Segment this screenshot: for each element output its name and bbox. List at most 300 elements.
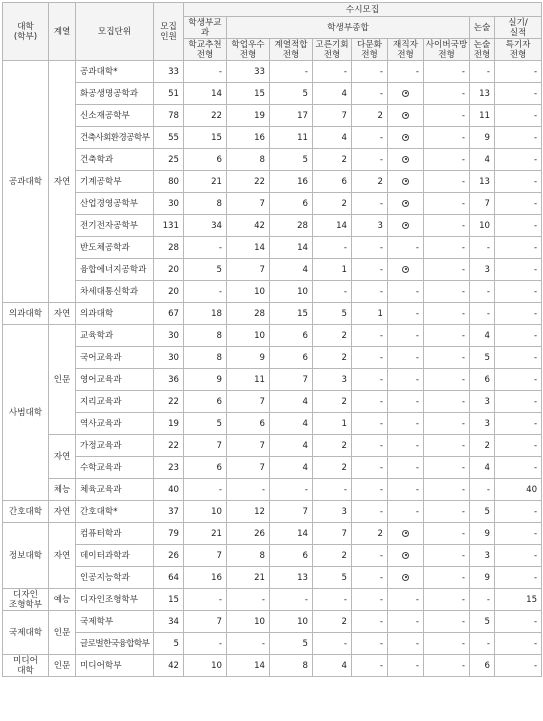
value-cell: 9 (184, 369, 227, 391)
quota-cell: 33 (154, 61, 184, 83)
value-cell: 8 (184, 325, 227, 347)
quota-cell: 28 (154, 237, 184, 259)
value-cell: 8 (270, 655, 313, 677)
table-row (3, 457, 542, 479)
unit-cell: 건축학과 (76, 149, 154, 171)
header-jonghap: 학생부종합 (227, 17, 470, 39)
value-cell: 7 (313, 523, 352, 545)
value-cell: 4 (313, 83, 352, 105)
value-cell: 4 (470, 149, 495, 171)
college-cell: 미디어 대학 (3, 655, 49, 677)
value-cell: 40 (495, 479, 542, 501)
value-cell: - (388, 413, 424, 435)
value-cell: - (424, 567, 470, 589)
value-cell: - (388, 457, 424, 479)
selected-radio-icon-cell (388, 545, 424, 567)
value-cell: 34 (184, 215, 227, 237)
value-cell: 2 (313, 391, 352, 413)
value-cell: - (184, 281, 227, 303)
value-cell: - (352, 391, 388, 413)
value-cell: - (352, 611, 388, 633)
table-row (3, 325, 542, 347)
header-silgi-label: 실기/ 실적 (508, 17, 528, 38)
value-cell: 4 (270, 259, 313, 281)
value-cell: - (352, 149, 388, 171)
value-cell: 6 (270, 325, 313, 347)
track-cell: 자연 (49, 61, 76, 303)
value-cell: - (227, 479, 270, 501)
table-row (3, 281, 542, 303)
value-cell: 3 (313, 369, 352, 391)
radio-selected-icon (402, 552, 409, 559)
table-row (3, 347, 542, 369)
quota-cell: 80 (154, 171, 184, 193)
table-row (3, 435, 542, 457)
value-cell: - (424, 369, 470, 391)
subheader-col: 사이버국방 전형 (424, 39, 470, 61)
unit-cell: 전기전자공학부 (76, 215, 154, 237)
value-cell: - (424, 413, 470, 435)
value-cell: - (424, 391, 470, 413)
track-cell: 자연 (49, 303, 76, 325)
table-row (3, 237, 542, 259)
value-cell: 5 (184, 259, 227, 281)
value-cell: 10 (270, 611, 313, 633)
unit-cell: 국제학부 (76, 611, 154, 633)
value-cell: - (313, 237, 352, 259)
value-cell: 2 (470, 435, 495, 457)
value-cell: - (470, 303, 495, 325)
value-cell: - (313, 61, 352, 83)
unit-cell: 공과대학* (76, 61, 154, 83)
value-cell: - (352, 127, 388, 149)
value-cell: 14 (313, 215, 352, 237)
unit-cell: 디자인조형학부 (76, 589, 154, 611)
table-row (3, 149, 542, 171)
value-cell: - (495, 611, 542, 633)
header-track: 계열 (49, 3, 76, 61)
unit-cell: 신소재공학부 (76, 105, 154, 127)
quota-cell: 34 (154, 611, 184, 633)
value-cell: 21 (184, 171, 227, 193)
value-cell: 7 (470, 193, 495, 215)
value-cell: - (270, 589, 313, 611)
value-cell: 2 (352, 171, 388, 193)
value-cell: 7 (227, 457, 270, 479)
value-cell: 12 (227, 501, 270, 523)
value-cell: - (495, 171, 542, 193)
college-cell: 디자인 조형학부 (3, 589, 49, 611)
value-cell: 2 (313, 149, 352, 171)
value-cell: - (352, 545, 388, 567)
value-cell: - (388, 391, 424, 413)
subheader-col: 재직자 전형 (388, 39, 424, 61)
value-cell: - (184, 61, 227, 83)
value-cell: - (424, 347, 470, 369)
value-cell: 5 (470, 611, 495, 633)
value-cell: 13 (470, 171, 495, 193)
value-cell: 7 (184, 611, 227, 633)
value-cell: - (495, 61, 542, 83)
unit-cell: 기계공학부 (76, 171, 154, 193)
value-cell: - (495, 413, 542, 435)
value-cell: - (388, 633, 424, 655)
value-cell: 5 (184, 413, 227, 435)
value-cell: - (424, 325, 470, 347)
value-cell: 7 (227, 435, 270, 457)
quota-cell: 67 (154, 303, 184, 325)
value-cell: - (424, 523, 470, 545)
value-cell: 16 (227, 127, 270, 149)
header-susi: 수시모집 (184, 3, 542, 17)
quota-cell: 78 (154, 105, 184, 127)
value-cell: 5 (270, 633, 313, 655)
table-row (3, 611, 542, 633)
table-row (3, 193, 542, 215)
value-cell: 14 (227, 655, 270, 677)
value-cell: - (470, 633, 495, 655)
value-cell: 13 (470, 83, 495, 105)
value-cell: - (352, 61, 388, 83)
value-cell: 10 (184, 501, 227, 523)
quota-cell: 26 (154, 545, 184, 567)
value-cell: 10 (270, 281, 313, 303)
quota-cell: 40 (154, 479, 184, 501)
value-cell: - (495, 347, 542, 369)
radio-selected-icon (402, 574, 409, 581)
value-cell: - (495, 303, 542, 325)
value-cell: - (352, 83, 388, 105)
header-college (3, 3, 49, 61)
value-cell: 16 (270, 171, 313, 193)
table-row (3, 369, 542, 391)
value-cell: 6 (470, 655, 495, 677)
unit-cell: 데이터과학과 (76, 545, 154, 567)
value-cell: - (424, 127, 470, 149)
quota-cell: 64 (154, 567, 184, 589)
value-cell: 4 (470, 457, 495, 479)
value-cell: 2 (313, 193, 352, 215)
unit-cell: 반도체공학과 (76, 237, 154, 259)
unit-cell: 교육학과 (76, 325, 154, 347)
value-cell: 8 (227, 149, 270, 171)
radio-selected-icon (402, 156, 409, 163)
value-cell: - (424, 215, 470, 237)
unit-cell: 컴퓨터학과 (76, 523, 154, 545)
quota-cell: 5 (154, 633, 184, 655)
value-cell: - (424, 61, 470, 83)
value-cell: - (352, 655, 388, 677)
value-cell: - (352, 325, 388, 347)
value-cell: - (184, 633, 227, 655)
value-cell: - (495, 149, 542, 171)
value-cell: - (227, 589, 270, 611)
value-cell: 7 (227, 259, 270, 281)
value-cell: 9 (470, 567, 495, 589)
subheader-col: 고른기회 전형 (313, 39, 352, 61)
value-cell: - (495, 83, 542, 105)
value-cell: 8 (227, 545, 270, 567)
unit-cell: 국어교육과 (76, 347, 154, 369)
value-cell: 2 (313, 457, 352, 479)
subheader-col: 학업우수 전형 (227, 39, 270, 61)
quota-cell: 20 (154, 259, 184, 281)
table-row (3, 303, 542, 325)
unit-cell: 의과대학 (76, 303, 154, 325)
value-cell: 15 (495, 589, 542, 611)
header-unit: 모집단위 (76, 3, 154, 61)
value-cell: - (270, 61, 313, 83)
value-cell: 18 (184, 303, 227, 325)
value-cell: 11 (227, 369, 270, 391)
value-cell: - (495, 391, 542, 413)
value-cell: - (495, 545, 542, 567)
selected-radio-icon-cell (388, 523, 424, 545)
radio-selected-icon (402, 200, 409, 207)
value-cell: - (470, 61, 495, 83)
table-row (3, 655, 542, 677)
selected-radio-icon-cell (388, 127, 424, 149)
value-cell: 3 (470, 545, 495, 567)
subheader-col: 다문화 전형 (352, 39, 388, 61)
quota-cell: 42 (154, 655, 184, 677)
value-cell: 4 (270, 435, 313, 457)
value-cell: 28 (270, 215, 313, 237)
value-cell: - (388, 303, 424, 325)
college-cell: 공과대학 (3, 61, 49, 303)
value-cell: 22 (227, 171, 270, 193)
value-cell: - (424, 479, 470, 501)
value-cell: 15 (270, 303, 313, 325)
value-cell: - (388, 435, 424, 457)
unit-cell: 가정교육과 (76, 435, 154, 457)
value-cell: 4 (470, 325, 495, 347)
value-cell: 9 (470, 523, 495, 545)
value-cell: 8 (184, 193, 227, 215)
selected-radio-icon-cell (388, 567, 424, 589)
unit-cell: 역사교육과 (76, 413, 154, 435)
value-cell: - (470, 479, 495, 501)
value-cell: - (352, 633, 388, 655)
value-cell: 7 (227, 193, 270, 215)
value-cell: - (313, 281, 352, 303)
value-cell: - (495, 127, 542, 149)
value-cell: - (352, 435, 388, 457)
value-cell: 1 (352, 303, 388, 325)
value-cell: 3 (313, 501, 352, 523)
header-silgi (495, 17, 542, 39)
unit-cell: 수학교육과 (76, 457, 154, 479)
value-cell: 5 (470, 501, 495, 523)
track-cell: 체능 (49, 479, 76, 501)
value-cell: 3 (470, 259, 495, 281)
table-row (3, 127, 542, 149)
value-cell: - (352, 567, 388, 589)
value-cell: 6 (227, 413, 270, 435)
value-cell: 26 (227, 523, 270, 545)
table-row (3, 523, 542, 545)
quota-cell: 30 (154, 347, 184, 369)
value-cell: - (424, 303, 470, 325)
unit-cell: 간호대학* (76, 501, 154, 523)
value-cell: - (495, 105, 542, 127)
value-cell: - (495, 193, 542, 215)
value-cell: - (495, 457, 542, 479)
value-cell: - (424, 611, 470, 633)
value-cell: - (495, 281, 542, 303)
header-college-label: 대학 (학부) (13, 21, 38, 42)
value-cell: - (388, 237, 424, 259)
value-cell: - (424, 589, 470, 611)
header-gyogwa: 학생부교과 (184, 17, 227, 39)
quota-cell: 55 (154, 127, 184, 149)
quota-cell: 37 (154, 501, 184, 523)
value-cell: - (424, 281, 470, 303)
value-cell: 4 (270, 413, 313, 435)
quota-cell: 22 (154, 435, 184, 457)
subheader-col: 특기자 전형 (495, 39, 542, 61)
unit-cell: 융합에너지공학과 (76, 259, 154, 281)
value-cell: - (424, 105, 470, 127)
value-cell: 10 (227, 611, 270, 633)
value-cell: - (184, 237, 227, 259)
quota-cell: 19 (154, 413, 184, 435)
table-row (3, 567, 542, 589)
quota-cell: 131 (154, 215, 184, 237)
value-cell: - (495, 523, 542, 545)
value-cell: 7 (270, 369, 313, 391)
value-cell: - (313, 479, 352, 501)
value-cell: - (388, 61, 424, 83)
value-cell: - (495, 501, 542, 523)
value-cell: - (495, 215, 542, 237)
value-cell: - (495, 259, 542, 281)
radio-selected-icon (402, 530, 409, 537)
selected-radio-icon-cell (388, 83, 424, 105)
value-cell: 5 (313, 303, 352, 325)
value-cell: - (352, 479, 388, 501)
value-cell: 14 (270, 523, 313, 545)
unit-cell: 미디어학부 (76, 655, 154, 677)
value-cell: - (424, 83, 470, 105)
value-cell: - (470, 589, 495, 611)
college-cell: 국제대학 (3, 611, 49, 655)
value-cell: 2 (313, 347, 352, 369)
value-cell: 4 (270, 457, 313, 479)
value-cell: 2 (313, 545, 352, 567)
value-cell: - (424, 655, 470, 677)
value-cell: 10 (227, 325, 270, 347)
quota-cell: 51 (154, 83, 184, 105)
value-cell: - (424, 259, 470, 281)
radio-selected-icon (402, 112, 409, 119)
college-cell: 간호대학 (3, 501, 49, 523)
unit-cell: 글로벌한국융합학부 (76, 633, 154, 655)
table-row (3, 105, 542, 127)
table-row (3, 501, 542, 523)
value-cell: - (470, 281, 495, 303)
college-cell: 의과대학 (3, 303, 49, 325)
value-cell: - (388, 589, 424, 611)
table-row (3, 61, 542, 83)
value-cell: 4 (313, 127, 352, 149)
table-row (3, 545, 542, 567)
value-cell: 14 (184, 83, 227, 105)
value-cell: 6 (184, 149, 227, 171)
value-cell: - (388, 369, 424, 391)
radio-selected-icon (402, 178, 409, 185)
value-cell: 4 (270, 391, 313, 413)
track-cell: 인문 (49, 611, 76, 655)
track-cell: 자연 (49, 501, 76, 523)
track-cell: 자연 (49, 435, 76, 479)
value-cell: 3 (352, 215, 388, 237)
value-cell: - (424, 545, 470, 567)
value-cell: 2 (313, 611, 352, 633)
value-cell: - (313, 589, 352, 611)
value-cell: - (388, 281, 424, 303)
value-cell: - (270, 479, 313, 501)
value-cell: 6 (270, 545, 313, 567)
admission-quota-table (2, 2, 542, 677)
value-cell: - (352, 259, 388, 281)
value-cell: 21 (227, 567, 270, 589)
table-row (3, 83, 542, 105)
value-cell: 6 (270, 193, 313, 215)
value-cell: 7 (184, 435, 227, 457)
quota-cell: 30 (154, 325, 184, 347)
value-cell: - (495, 633, 542, 655)
track-cell: 예능 (49, 589, 76, 611)
value-cell: 4 (313, 655, 352, 677)
value-cell: 6 (270, 347, 313, 369)
value-cell: 5 (270, 149, 313, 171)
value-cell: 11 (270, 127, 313, 149)
subheader-col: 학교추천 전형 (184, 39, 227, 61)
header-quota (154, 3, 184, 61)
value-cell: 7 (313, 105, 352, 127)
table-row (3, 171, 542, 193)
value-cell: - (424, 435, 470, 457)
table-row (3, 479, 542, 501)
value-cell: 9 (227, 347, 270, 369)
value-cell: - (352, 193, 388, 215)
value-cell: - (388, 347, 424, 369)
value-cell: - (352, 281, 388, 303)
value-cell: 13 (270, 567, 313, 589)
value-cell: 15 (184, 127, 227, 149)
value-cell: - (388, 611, 424, 633)
track-cell: 자연 (49, 523, 76, 589)
value-cell: 17 (270, 105, 313, 127)
value-cell: 10 (227, 281, 270, 303)
quota-cell: 23 (154, 457, 184, 479)
college-cell: 정보대학 (3, 523, 49, 589)
header-nonsul: 논술 (470, 17, 495, 39)
unit-cell: 차세대통신학과 (76, 281, 154, 303)
value-cell: - (313, 633, 352, 655)
value-cell: - (352, 413, 388, 435)
value-cell: 1 (313, 259, 352, 281)
value-cell: - (495, 655, 542, 677)
value-cell: 5 (470, 347, 495, 369)
track-cell: 인문 (49, 655, 76, 677)
value-cell: 5 (270, 83, 313, 105)
unit-cell: 산업경영공학부 (76, 193, 154, 215)
radio-selected-icon (402, 222, 409, 229)
value-cell: - (470, 237, 495, 259)
value-cell: - (352, 501, 388, 523)
